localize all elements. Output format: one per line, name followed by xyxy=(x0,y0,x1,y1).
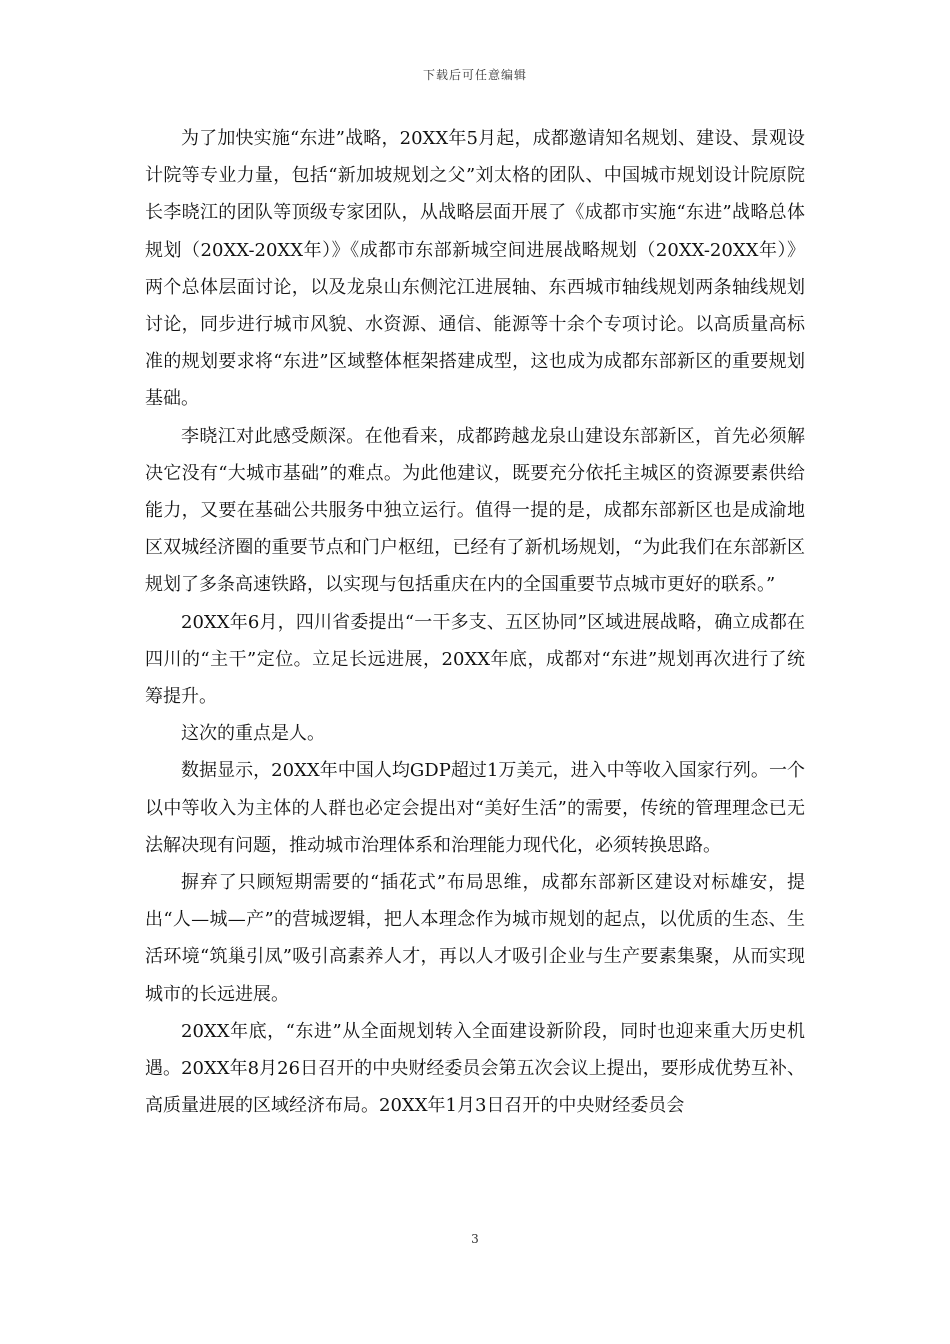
page-number: 3 xyxy=(471,1232,479,1246)
paragraph-1: 为了加快实施“东进”战略，20XX年5月起，成都邀请知名规划、建设、景观设计院等专业力量，包括“新加坡规划之父”刘太格的团队、中国城市规划设计院原院长李晓江的团队等顶级专家团队，从战略层面开展了《成都市实施“东进”战略总体规划（20XX-20XX年）》《成都市东部新城空间进展战略规划（20XX-20XX年）》两个总体层面讨论，以及龙泉山东侧沱江进展轴、东西城市轴线规划两条轴线规划讨论，同步进行城市风貌、水资源、通信、能源等十余个专项讨论。以高质量高标准的规划要求将“东进”区域整体框架搭建成型，这也成为成都东部新区的重要规划基础。 xyxy=(145,128,805,410)
paragraph-6: 摒弃了只顾短期需要的“插花式”布局思维，成都东部新区建设对标雄安，提出“人—城—产”的营城逻辑，把人本理念作为城市规划的起点，以优质的生态、生活环境“筑巢引凤”吸引高素养人才，再以人才吸引企业与生产要素集聚，从而实现城市的长远进展。 xyxy=(145,872,805,1005)
document-body xyxy=(145,120,805,1124)
page-header-note: 下载后可任意编辑 xyxy=(422,68,527,82)
paragraph-2: 李晓江对此感受颇深。在他看来，成都跨越龙泉山建设东部新区，首先必须解决它没有“大城市基础”的难点。为此他建议，既要充分依托主城区的资源要素供给能力，又要在基础公共服务中独立运行。值得一提的是，成都东部新区也是成渝地区双城经济圈的重要节点和门户枢纽，已经有了新机场规划，“为此我们在东部新区规划了多条高速铁路，以实现与包括重庆在内的全国重要节点城市更好的联系。” xyxy=(145,425,805,596)
paragraph-7: 20XX年底，“东进”从全面规划转入全面建设新阶段，同时也迎来重大历史机遇。20XX年8月26日召开的中央财经委员会第五次会议上提出，要形成优势互补、高质量进展的区域经济布局。20XX年1月3日召开的中央财经委员会 xyxy=(145,1020,805,1117)
paragraph-4: 这次的重点是人。 xyxy=(181,723,325,745)
paragraph-5: 数据显示，20XX年中国人均GDP超过1万美元，进入中等收入国家行列。一个以中等收入为主体的人群也必定会提出对“美好生活”的需要，传统的管理理念已无法解决现有问题，推动城市治理体系和治理能力现代化，必须转换思路。 xyxy=(145,760,805,856)
paragraph-3: 20XX年6月，四川省委提出“一干多支、五区协同”区域进展战略，确立成都在四川的“主干”定位。立足长远进展，20XX年底，成都对“东进”规划再次进行了统筹提升。 xyxy=(145,611,805,708)
